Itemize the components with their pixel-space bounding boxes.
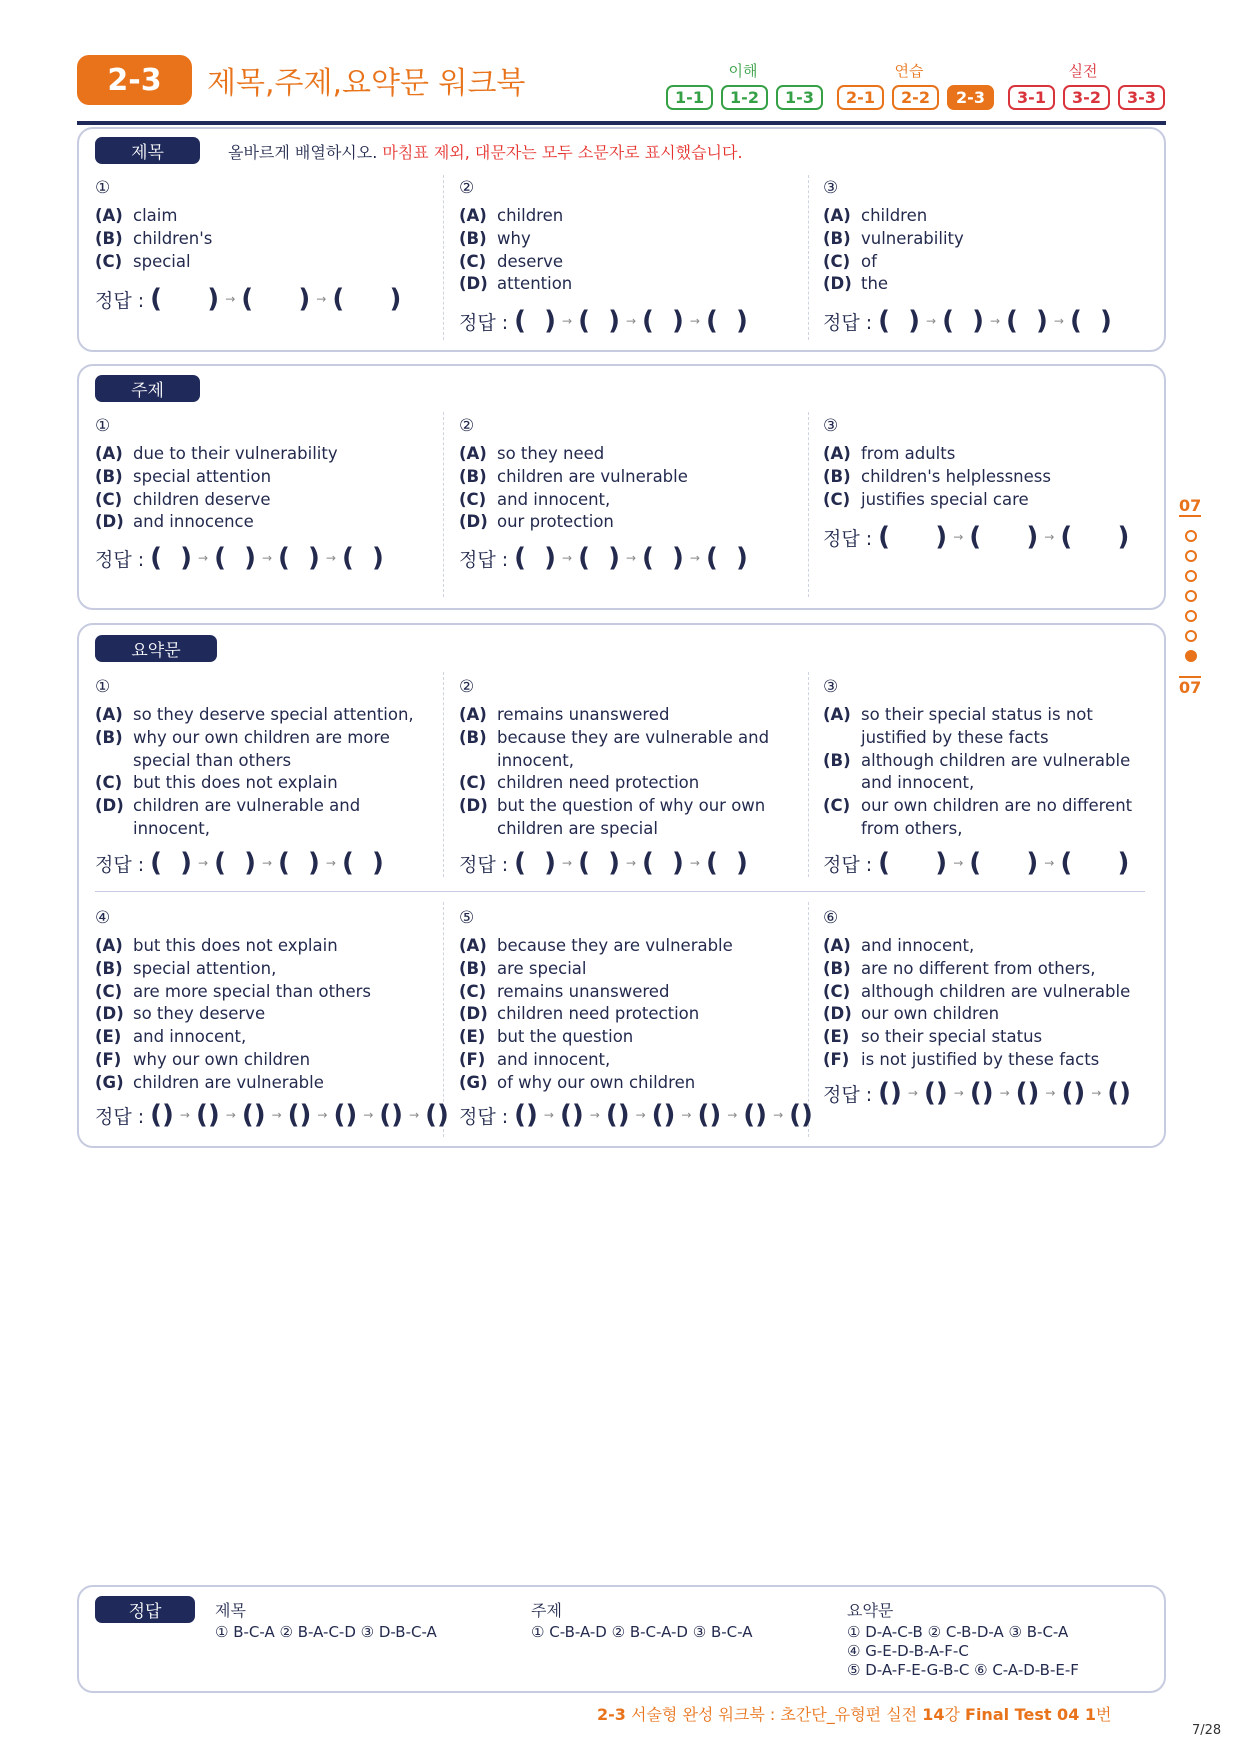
- item-text: children are vulnerable: [133, 1072, 324, 1092]
- item-label: (E): [459, 1027, 486, 1047]
- item-text: of: [861, 251, 877, 271]
- item-text: are special: [497, 958, 587, 978]
- question-number: ⑥: [823, 908, 839, 928]
- answer-label: 정답 :: [459, 311, 509, 334]
- answer-key-topic-head: 주제: [531, 1601, 562, 1620]
- side-chapter-number: 07: [1179, 496, 1202, 515]
- answer-blanks[interactable]: 정답 : () → () → () → () → () → (): [823, 1078, 1132, 1108]
- instruction-main: 올바르게 배열하시오.: [228, 143, 378, 162]
- item-label: (G): [459, 1072, 488, 1092]
- item-text: deserve: [497, 251, 564, 271]
- question-number: ②: [459, 178, 475, 198]
- nav-button-3-1[interactable]: 3-1: [1008, 85, 1055, 110]
- item-text: remains unanswered: [497, 981, 670, 1001]
- answer-key-summary-line: ⑤ D-A-F-E-G-B-C ⑥ C-A-D-B-E-F: [847, 1661, 1079, 1679]
- item-label: (B): [95, 466, 123, 486]
- item-label: (C): [823, 796, 851, 816]
- question-number: ④: [95, 908, 111, 928]
- side-page-dot[interactable]: [1185, 570, 1197, 582]
- answer-key-summary-head: 요약문: [847, 1601, 894, 1620]
- column-divider: [808, 412, 809, 597]
- item-text: special attention,: [133, 958, 277, 978]
- item-text: why: [497, 228, 531, 248]
- item-text: children deserve: [133, 489, 271, 509]
- item-list: [459, 704, 789, 841]
- item-text: but the question: [497, 1027, 634, 1047]
- item-label: (D): [823, 274, 852, 294]
- item-list: [95, 443, 435, 534]
- item-text: our own children are no different from others,: [861, 796, 1133, 838]
- column-divider: [808, 672, 809, 877]
- item-text: is not justified by these facts: [861, 1049, 1100, 1069]
- question-number: ①: [95, 677, 111, 697]
- item-label: (A): [459, 444, 487, 463]
- item-label: (E): [95, 1027, 122, 1047]
- item-text: although children are vulnerable and innocent,: [861, 750, 1131, 793]
- item-list: [823, 205, 1153, 296]
- answer-key-title-line: ① B-C-A ② B-A-C-D ③ D-B-C-A: [215, 1623, 437, 1641]
- item-text: children are vulnerable and innocent,: [133, 796, 361, 838]
- item-text: the: [861, 274, 889, 294]
- item-label: (D): [95, 796, 124, 816]
- footer-text: 서술형 완성 워크북 : 초간단_유형편 실전: [625, 1705, 923, 1724]
- item-label: (A): [95, 936, 123, 955]
- side-page-dot[interactable]: [1185, 530, 1197, 542]
- item-label: (D): [459, 274, 488, 294]
- page-title: 제목,주제,요약문 워크북: [207, 66, 526, 101]
- item-list: [95, 935, 435, 1095]
- row-divider: [95, 891, 1145, 892]
- item-text: of why our own children: [497, 1072, 696, 1092]
- item-label: (D): [459, 1004, 488, 1024]
- item-label: (B): [823, 750, 851, 770]
- item-text: why our own children: [133, 1049, 311, 1069]
- footer-test: Final Test 04 1: [965, 1705, 1097, 1724]
- column-divider: [808, 175, 809, 340]
- item-label: (A): [823, 936, 851, 955]
- group-label-real: 실전: [1068, 62, 1098, 80]
- answer-blanks[interactable]: 정답 : ( ) → ( ) → ( ) → ( ): [95, 543, 384, 573]
- item-label: (F): [95, 1049, 122, 1069]
- item-label: (A): [823, 206, 851, 225]
- item-text: because they are vulnerable: [497, 936, 733, 955]
- answer-label: 정답 :: [459, 1105, 509, 1128]
- item-label: (A): [95, 206, 123, 225]
- item-text: are more special than others: [133, 981, 372, 1001]
- answer-label: 정답 :: [95, 548, 145, 571]
- nav-button-1-2[interactable]: 1-2: [721, 85, 768, 110]
- answer-blanks[interactable]: 정답 : ( ) → ( ) → ( ) → ( ): [95, 848, 384, 878]
- answer-blanks[interactable]: 정답 : ( ) → ( ) → ( ) → ( ): [459, 848, 748, 878]
- item-label: (D): [95, 512, 124, 532]
- item-label: (B): [823, 228, 851, 248]
- item-label: (A): [823, 444, 851, 463]
- item-text: but this does not explain: [133, 773, 338, 793]
- item-label: (C): [95, 489, 123, 509]
- item-text: children's helplessness: [861, 466, 1051, 486]
- item-text: so their special status is not justified by these facts: [861, 705, 1093, 747]
- footer-lesson: 14: [922, 1705, 945, 1724]
- item-text: children: [497, 206, 564, 225]
- footer-text: 번: [1096, 1705, 1112, 1724]
- side-page-dot[interactable]: [1185, 590, 1197, 602]
- item-text: children need protection: [497, 1004, 700, 1024]
- item-text: claim: [133, 206, 178, 225]
- item-list: [95, 205, 425, 273]
- item-text: due to their vulnerability: [133, 444, 338, 463]
- answer-label: 정답 :: [459, 853, 509, 876]
- item-label: (A): [95, 705, 123, 724]
- side-page-dot[interactable]: [1185, 630, 1197, 642]
- question-number: ②: [459, 677, 475, 697]
- item-text: and innocent,: [497, 1049, 611, 1069]
- item-label: (F): [459, 1049, 486, 1069]
- item-text: why our own children are more special than others: [133, 727, 390, 770]
- question-number: ①: [95, 416, 111, 436]
- item-list: [95, 704, 425, 841]
- item-text: so they deserve: [133, 1004, 266, 1024]
- header-divider: [77, 121, 1166, 125]
- group-label-understand: 이해: [728, 62, 758, 80]
- item-label: (B): [459, 466, 487, 486]
- item-label: (C): [459, 773, 487, 793]
- item-text: children are vulnerable: [497, 466, 688, 486]
- side-chapter-number: 07: [1179, 678, 1202, 697]
- item-text: attention: [497, 274, 573, 294]
- answer-blanks[interactable]: 정답 : ( ) → ( ) → ( ): [95, 284, 402, 314]
- column-divider: [443, 412, 444, 597]
- item-text: children: [861, 206, 928, 225]
- answer-label: 정답 :: [823, 853, 873, 876]
- item-list: [823, 935, 1163, 1072]
- instruction-note: 마침표 제외, 대문자는 모두 소문자로 표시했습니다.: [377, 143, 743, 162]
- footer-section: 2-3: [597, 1705, 626, 1724]
- column-divider: [443, 672, 444, 877]
- item-text: special: [133, 251, 191, 271]
- answer-key-topic-line: ① C-B-A-D ② B-C-A-D ③ B-C-A: [531, 1623, 753, 1641]
- item-label: (E): [823, 1027, 850, 1047]
- item-label: (G): [95, 1072, 124, 1092]
- answer-blanks[interactable]: 정답 : ( ) → ( ) → ( ) → ( ): [823, 306, 1112, 336]
- item-label: (A): [459, 206, 487, 225]
- item-text: and innocent,: [133, 1027, 247, 1047]
- item-list: [459, 205, 789, 296]
- side-page-dot[interactable]: [1185, 550, 1197, 562]
- item-label: (C): [823, 981, 851, 1001]
- item-label: (B): [459, 958, 487, 978]
- item-label: (A): [459, 705, 487, 724]
- answer-label: 정답 :: [95, 853, 145, 876]
- item-label: (C): [823, 251, 851, 271]
- side-page-dot-active[interactable]: [1185, 650, 1197, 662]
- answer-label: 정답 :: [823, 527, 873, 550]
- item-text: although children are vulnerable: [861, 981, 1131, 1001]
- answer-label: 정답 :: [95, 1105, 145, 1128]
- side-page-dot[interactable]: [1185, 610, 1197, 622]
- item-list: [823, 704, 1153, 841]
- item-label: (C): [823, 489, 851, 509]
- item-label: (B): [823, 958, 851, 978]
- question-number: ①: [95, 178, 111, 198]
- item-label: (A): [459, 936, 487, 955]
- item-label: (C): [95, 251, 123, 271]
- item-label: (D): [823, 1004, 852, 1024]
- item-label: (B): [95, 727, 123, 747]
- question-number: ②: [459, 416, 475, 436]
- item-text: so they need: [497, 444, 605, 463]
- answer-label: 정답 :: [459, 548, 509, 571]
- item-text: our protection: [497, 512, 614, 532]
- nav-button-1-1[interactable]: 1-1: [666, 85, 713, 110]
- item-label: (C): [95, 981, 123, 1001]
- answer-blanks[interactable]: 정답 : ( ) → ( ) → ( ) → ( ): [459, 543, 748, 573]
- answer-label: 정답 :: [823, 1083, 873, 1106]
- item-text: our own children: [861, 1004, 1000, 1024]
- item-text: vulnerability: [861, 228, 964, 248]
- answer-key-title-head: 제목: [215, 1601, 246, 1620]
- item-list: [459, 935, 799, 1095]
- item-label: (B): [95, 958, 123, 978]
- item-text: justifies special care: [861, 489, 1029, 509]
- answer-key-summary-line: ① D-A-C-B ② C-B-D-A ③ B-C-A: [847, 1623, 1069, 1641]
- answer-blanks[interactable]: 정답 : ( ) → ( ) → ( ) → ( ): [459, 306, 748, 336]
- nav-button-2-3[interactable]: 2-3: [947, 85, 994, 110]
- item-label: (F): [823, 1049, 850, 1069]
- question-number: ③: [823, 416, 839, 436]
- column-divider: [443, 175, 444, 340]
- instruction-text: [228, 140, 743, 163]
- question-number: ③: [823, 178, 839, 198]
- item-text: are no different from others,: [861, 958, 1096, 978]
- answer-blanks[interactable]: 정답 : ( ) → ( ) → ( ): [823, 522, 1130, 552]
- answer-blanks[interactable]: 정답 : () → () → () → () → () → () → (): [459, 1100, 813, 1130]
- item-label: (C): [95, 773, 123, 793]
- item-label: (C): [459, 489, 487, 509]
- section-badge: 2-3: [77, 55, 192, 105]
- group-label-practice: 연습: [894, 62, 924, 80]
- item-text: so their special status: [861, 1027, 1043, 1047]
- item-text: remains unanswered: [497, 705, 670, 724]
- item-label: (D): [459, 796, 488, 816]
- answer-label: 정답 :: [823, 311, 873, 334]
- item-text: because they are vulnerable and innocent,: [497, 727, 770, 770]
- nav-button-3-2[interactable]: 3-2: [1063, 85, 1110, 110]
- answer-key-summary-line: ④ G-E-D-B-A-F-C: [847, 1642, 969, 1660]
- answer-blanks[interactable]: 정답 : () → () → () → () → () → () → (): [95, 1100, 449, 1130]
- item-text: and innocence: [133, 512, 254, 532]
- nav-button-3-3[interactable]: 3-3: [1118, 85, 1165, 110]
- footer-text: 강: [944, 1705, 966, 1724]
- item-list: [459, 443, 799, 534]
- item-text: but the question of why our own children are special: [497, 796, 766, 838]
- item-text: but this does not explain: [133, 936, 338, 955]
- question-number: ⑤: [459, 908, 475, 928]
- item-text: special attention: [133, 466, 272, 486]
- item-label: (B): [459, 228, 487, 248]
- item-label: (A): [823, 705, 851, 724]
- item-text: and innocent,: [861, 936, 975, 955]
- item-label: (D): [459, 512, 488, 532]
- summary-section-label: 요약문: [95, 635, 217, 662]
- page-number: 7/28: [1192, 1723, 1222, 1738]
- item-label: (C): [459, 251, 487, 271]
- answer-blanks[interactable]: 정답 : ( ) → ( ) → ( ): [823, 848, 1130, 878]
- nav-button-2-1[interactable]: 2-1: [837, 85, 884, 110]
- nav-button-2-2[interactable]: 2-2: [892, 85, 939, 110]
- answer-key-label: 정답: [95, 1596, 195, 1623]
- item-label: (D): [95, 1004, 124, 1024]
- item-label: (B): [823, 466, 851, 486]
- title-section-label: 제목: [95, 137, 200, 164]
- item-text: so they deserve special attention,: [133, 705, 414, 724]
- item-label: (B): [95, 228, 123, 248]
- item-list: [823, 443, 1153, 511]
- item-label: (A): [95, 444, 123, 463]
- question-number: ③: [823, 677, 839, 697]
- item-text: children's: [133, 228, 213, 248]
- nav-button-1-3[interactable]: 1-3: [776, 85, 823, 110]
- answer-label: 정답 :: [95, 289, 145, 312]
- item-label: (C): [459, 981, 487, 1001]
- item-label: (B): [459, 727, 487, 747]
- item-text: from adults: [861, 444, 956, 463]
- footer-caption: [597, 1702, 1112, 1725]
- item-text: and innocent,: [497, 489, 611, 509]
- item-text: children need protection: [497, 773, 700, 793]
- topic-section-label: 주제: [95, 375, 200, 402]
